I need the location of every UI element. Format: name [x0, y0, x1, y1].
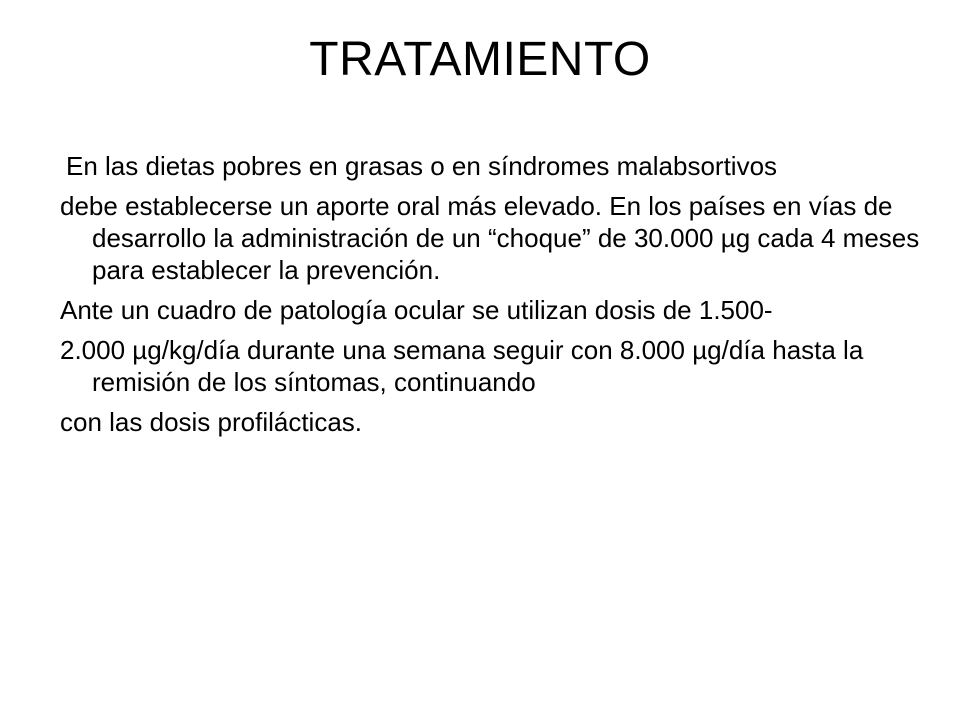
paragraph-patologia-ocular: Ante un cuadro de patología ocular se utilizan dosis de 1.500-	[60, 295, 773, 325]
slide-body	[60, 150, 920, 438]
paragraph-aporte-oral: debe establecerse un aporte oral más elevado. En los países en vías de desarrollo la administración de un “choque” de 30.000 µg cada 4 meses para establecer la prevención.	[60, 191, 920, 285]
slide-title: TRATAMIENTO	[309, 33, 651, 86]
paragraph-dietas: En las dietas pobres en grasas o en síndromes malabsortivos	[66, 151, 778, 181]
paragraph-profilacticas: con las dosis profilácticas.	[60, 407, 363, 437]
paragraph-dosis: 2.000 µg/kg/día durante una semana seguir con 8.000 µg/día hasta la remisión de los síntomas, continuando	[60, 335, 864, 397]
